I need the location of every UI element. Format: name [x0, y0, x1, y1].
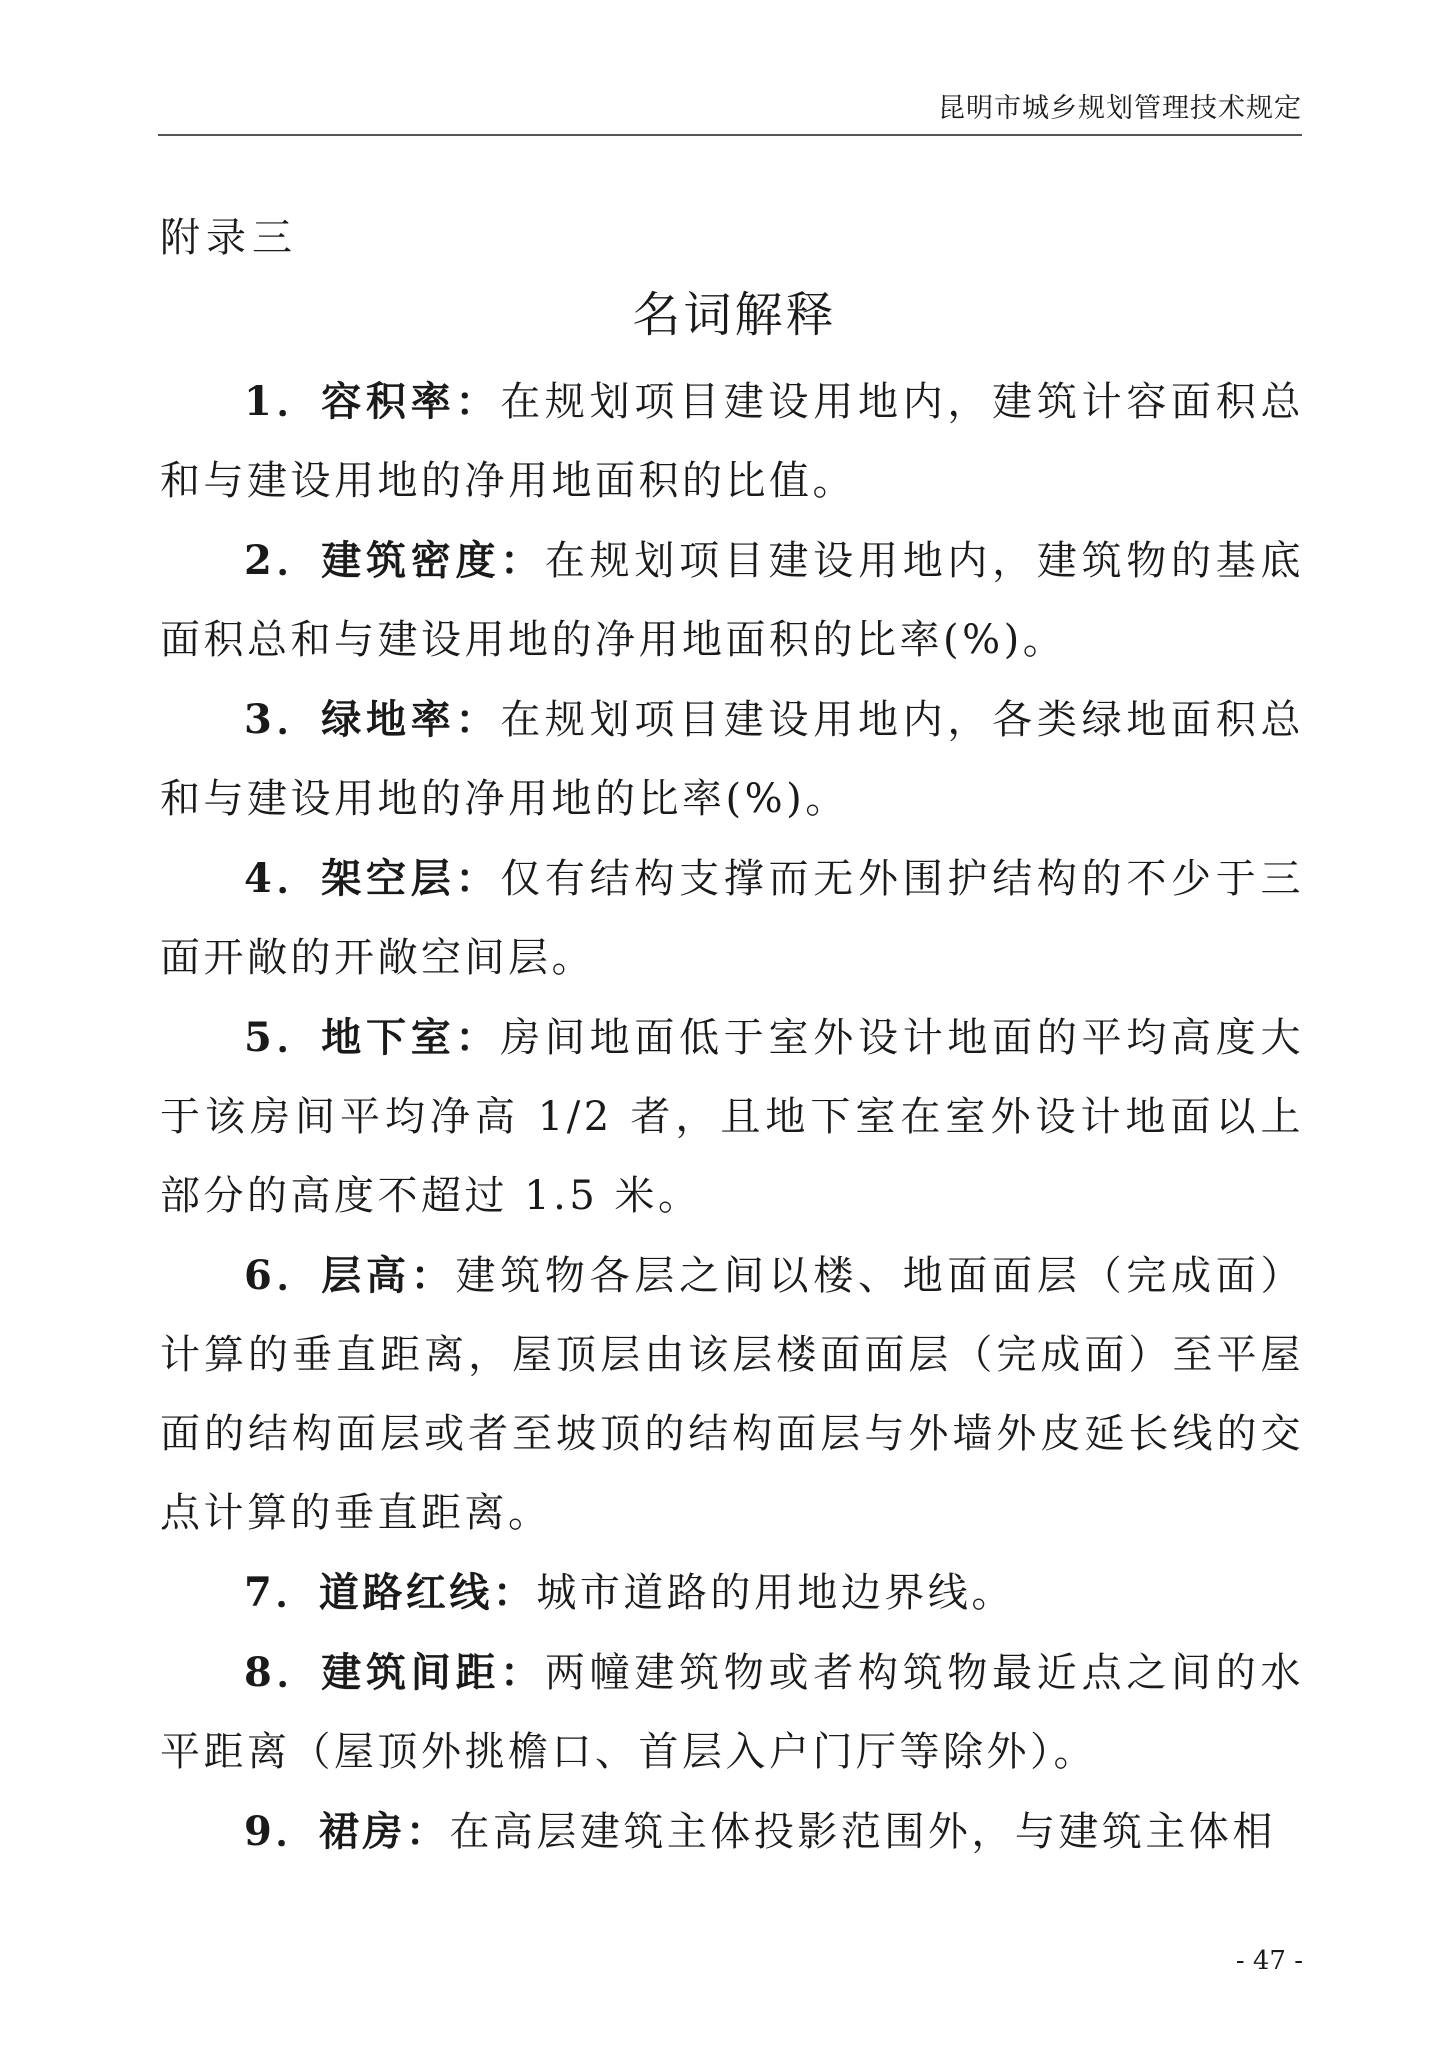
- entry-text: 建筑物各层之间以楼、地面面层（完成面）计算的垂直距离，屋顶层由该层楼面面层（完成面）至平屋面的结构面层或者至坡顶的结构面层与外墙外皮延长线的交点计算的垂直距离。: [160, 1253, 1305, 1536]
- entry-term: 容积率：: [321, 378, 501, 425]
- appendix-label: 附录三: [160, 215, 298, 261]
- entry-text: 城市道路的用地边界线。: [536, 1570, 1015, 1616]
- entry-term: 建筑密度：: [321, 537, 545, 584]
- entry-term: 架空层：: [321, 855, 501, 902]
- entry-term: 裙房：: [318, 1808, 450, 1855]
- entry-term: 绿地率：: [321, 696, 501, 743]
- entry-number: 1．: [244, 378, 322, 425]
- entry-number: 9．: [244, 1808, 319, 1855]
- entry-text: 仅有结构支撑而无外围护结构的不少于三面开敞的开敞空间层。: [160, 856, 1304, 981]
- entry-text: 在高层建筑主体投影范围外，与建筑主体相: [449, 1809, 1276, 1855]
- entry-number: 6．: [244, 1252, 322, 1299]
- entry-text: 房间地面低于室外设计地面的平均高度大于该房间平均净高 1/2 者，且地下室在室外设计地面以上部分的高度不超过 1.5 米。: [160, 1015, 1304, 1219]
- entry-term: 建筑间距：: [321, 1649, 545, 1696]
- entry-number: 8．: [244, 1649, 322, 1696]
- definition-entry: [160, 1633, 1304, 1792]
- entry-text: 两幢建筑物或者构筑物最近点之间的水平距离（屋顶外挑檐口、首层入户门厅等除外）。: [160, 1650, 1304, 1775]
- page-header: [158, 92, 1302, 136]
- entry-text: 在规划项目建设用地内，建筑计容面积总和与建设用地的净用地面积的比值。: [160, 379, 1304, 504]
- entry-number: 3．: [244, 696, 322, 743]
- entry-text: 在规划项目建设用地内，各类绿地面积总和与建设用地的净用地的比率(%)。: [160, 697, 1304, 822]
- definition-entry: [160, 680, 1304, 839]
- entry-term: 道路红线：: [318, 1569, 537, 1616]
- entry-number: 5．: [244, 1014, 322, 1061]
- entry-number: 7．: [244, 1569, 319, 1616]
- definition-entry: [160, 839, 1304, 998]
- definition-entry: [160, 521, 1304, 680]
- entry-term: 层高：: [321, 1252, 456, 1299]
- definition-entry: [160, 1236, 1304, 1553]
- definition-entry: [160, 998, 1304, 1236]
- definition-entry: [160, 362, 1304, 521]
- definitions-list: [160, 362, 1304, 1872]
- page-number: - 47 -: [1235, 1946, 1303, 1976]
- entry-text: 在规划项目建设用地内，建筑物的基底面积总和与建设用地的净用地面积的比率(%)。: [160, 538, 1304, 663]
- header-title: 昆明市城乡规划管理技术规定: [938, 93, 1302, 124]
- definition-entry: [160, 1553, 1304, 1633]
- entry-number: 4．: [244, 855, 322, 902]
- definition-entry: [160, 1792, 1304, 1872]
- page-title: 名词解释: [632, 287, 837, 343]
- entry-number: 2．: [244, 537, 322, 584]
- entry-term: 地下室：: [321, 1014, 501, 1061]
